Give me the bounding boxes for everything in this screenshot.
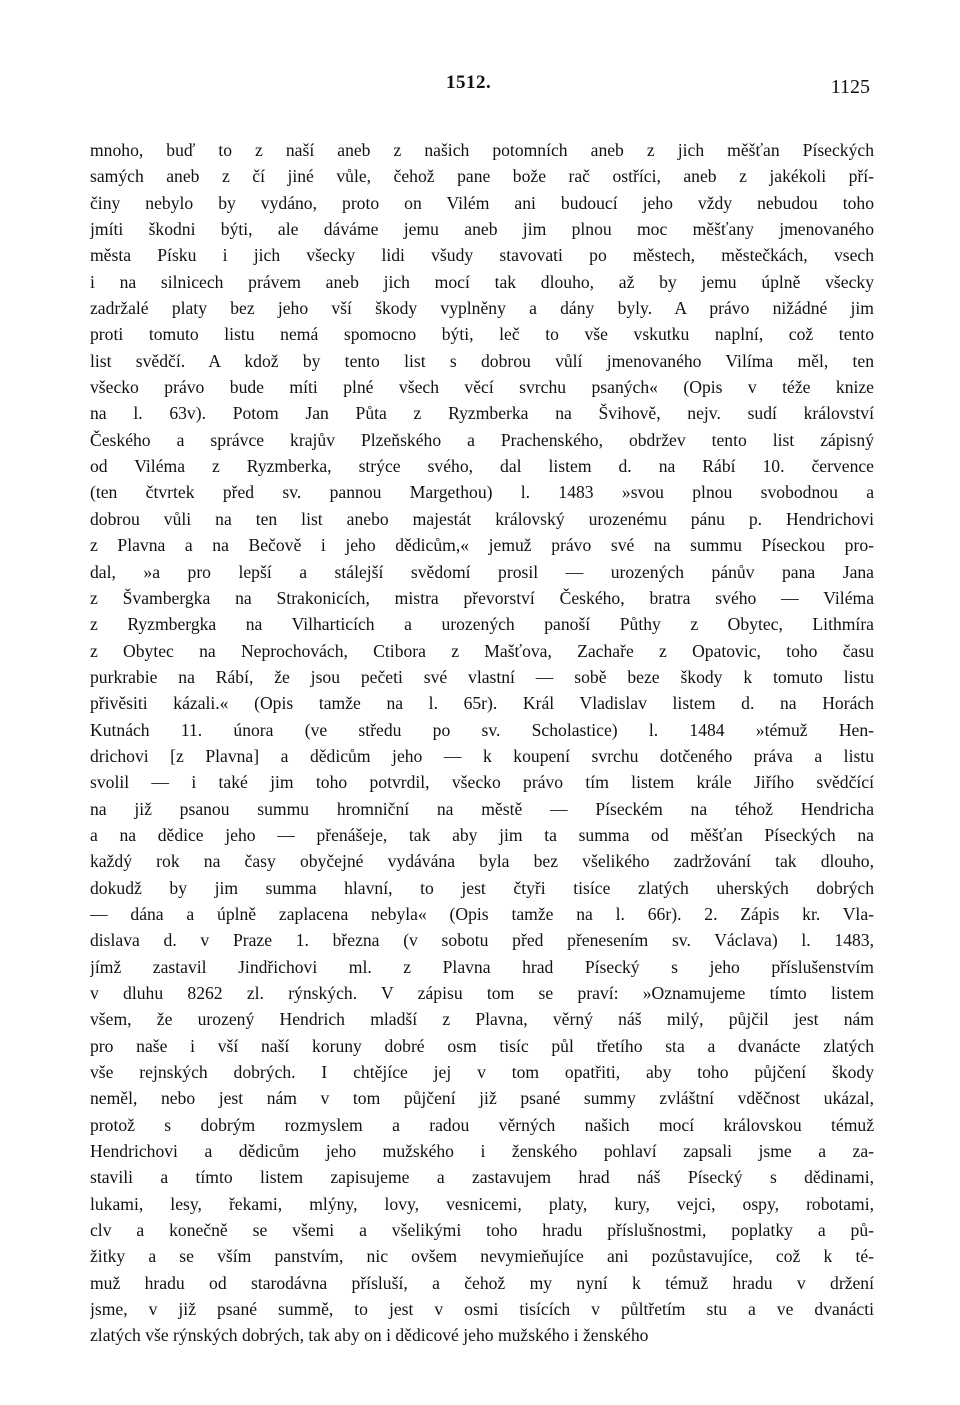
text-line: na l. 63v). Potom Jan Půta z Ryzmberka na Švihově, nejv. sudí království [90, 403, 874, 424]
page-year: 1512. [446, 72, 492, 93]
text-line: i na silnicech právem aneb jich mocí tak dlouho, až by jemu úplně všecky [90, 271, 874, 292]
text-line: jsme, v již psané summě, to jest v osmi tisících v půltřetím stu a ve dvanácti [90, 1299, 874, 1320]
text-line: jmíti škodni býti, ale dáváme jemu aneb jim plnou moc měšťany jmenovaného [90, 219, 874, 240]
text-line: činy nebylo by vydáno, proto on Vilém ani budoucí jeho vždy nebudou toho [90, 192, 874, 213]
text-line: z Ryzmbergka na Vilharticích a urozených panoší Půthy z Obytec, Lithmíra [90, 614, 874, 635]
text-line: vše rejnských dobrých. I chtějíce jej v tom opatřiti, aby toho půjčení škody [90, 1062, 874, 1083]
text-line: drichovi [z Plavna] a dědicům jeho — k koupení svrchu dotčeného práva a listu [90, 745, 874, 766]
text-line: města Písku i jich všecky lidi všudy stavovati po městech, městečkách, vsech [90, 245, 874, 266]
text-line: stavili a tímto listem zapisujeme a zastavujem hrad náš Písecký s dědinami, [90, 1167, 874, 1188]
text-line: dokudž by jim summa hlavní, to jest čtyři tisíce zlatých uherských dobrých [90, 877, 874, 898]
text-line: a na dědice jeho — přenášeje, tak aby jim ta summa od měšťan Píseckých na [90, 824, 874, 845]
text-line: všecko právo bude míti plné všech věcí svrchu psaných« (Opis v téže knize [90, 377, 874, 398]
text-line: dal, »a pro lepší a stálejší svědomí prosil — urozených pánův pana Jana [90, 561, 874, 582]
text-line: dobrou vůli na ten list anebo majestát královský urozenému pánu p. Hendrichovi [90, 508, 874, 529]
text-line: žitky a se vším panstvím, nic ovšem nevymieňujíce ani pozůstavujíce, což k té- [90, 1246, 874, 1267]
text-line: muž hradu od starodávna přísluší, a čehož my nyní k témuž hradu v držení [90, 1272, 874, 1293]
text-line: pro naše i vší naší koruny dobré osm tisíc půl třetího sta a dvanácte zlatých [90, 1035, 874, 1056]
text-line: Hendrichovi a dědicům jeho mužského i ženského pohlaví zapsali jsme a za- [90, 1141, 874, 1162]
text-line: z Plavna a na Bečově i jeho dědicům,« jemuž právo své na summu Píseckou pro- [90, 535, 874, 556]
text-line: protož s dobrým rozmyslem a radou věrných našich mocí královskou témuž [90, 1114, 874, 1135]
text-line: svolil — i také jim toho potvrdil, všecko právo tím listem krále Jiřího svědčící [90, 772, 874, 793]
text-line: od Viléma z Ryzmberka, strýce svého, dal listem d. na Rábí 10. července [90, 456, 874, 477]
text-line: lukami, lesy, řekami, mlýny, lovy, vesnicemi, platy, kury, vejci, ospy, robotami, [90, 1193, 874, 1214]
text-line: list svědčí. A kdož by tento list s dobrou vůlí jmenovaného Vilíma měl, ten [90, 350, 874, 371]
text-line: Českého a správce krajův Plzeňského a Prachenského, obdržev tento list zápisný [90, 429, 874, 450]
text-line: z Obytec na Neprochovách, Ctibora z Mašťova, Zachaře z Opatovic, toho času [90, 640, 874, 661]
text-line: na již psanou summu hromniční na městě — Píseckém na téhož Hendricha [90, 798, 874, 819]
text-line: přivěsiti kázali.« (Opis tamže na l. 65r). Král Vladislav listem d. na Horách [90, 693, 874, 714]
text-line: dislava d. v Praze 1. března (v sobotu před přenesením sv. Václava) l. 1483, [90, 930, 874, 951]
text-line: všem, že urozený Hendrich mladší z Plavna, věrný náš milý, půjčil jest nám [90, 1009, 874, 1030]
text-line: neměl, nebo jest nám v tom půjčení již psané summy zvláštní vděčnost ukázal, [90, 1088, 874, 1109]
text-line: jímž zastavil Jindřichovi ml. z Plavna hrad Písecký s jeho příslušenstvím [90, 956, 874, 977]
text-line: zlatých vše rýnských dobrých, tak aby on i dědicové jeho mužského i ženského [90, 1325, 649, 1346]
body-text [90, 137, 874, 1349]
text-line: zadržalé platy bez jeho vší škody vyplněny a dány byly. A právo nižádné jim [90, 298, 874, 319]
text-line: v dluhu 8262 zl. rýnských. V zápisu tom se praví: »Oznamujeme tímto listem [90, 983, 874, 1003]
text-line: (ten čtvrtek před sv. pannou Margethou) l. 1483 »svou plnou svobodnou a [90, 482, 874, 503]
text-line: každý rok na časy obyčejné vydávána byla bez všelikého zadržování tak dlouho, [90, 851, 874, 872]
text-line: mnoho, buď to z naší aneb z našich potomních aneb z jich měšťan Píseckých [90, 140, 874, 160]
text-line: z Švambergka na Strakonicích, mistra převorství Českého, bratra svého — Viléma [90, 587, 874, 608]
text-line: proti tomuto listu nemá spomocno býti, leč to vše vskutku naplní, což tento [90, 324, 874, 345]
text-line: purkrabie na Rábí, že jsou pečeti své vlastní — sobě beze škody k tomuto listu [90, 666, 874, 687]
text-line: clv a konečně se všemi a všelikými toho hradu příslušnostmi, poplatky a pů- [90, 1220, 874, 1241]
text-line: Kutnách 11. února (ve středu po sv. Scholastice) l. 1484 »témuž Hen- [90, 719, 874, 740]
text-line: samých aneb z čí jiné vůle, čehož pane bože rač ostříci, aneb z jakékoli pří- [90, 166, 874, 187]
text-line: — dána a úplně zaplacena nebyla« (Opis tamže na l. 66r). 2. Zápis kr. Vla- [90, 903, 874, 924]
page-number: 1125 [830, 76, 870, 98]
